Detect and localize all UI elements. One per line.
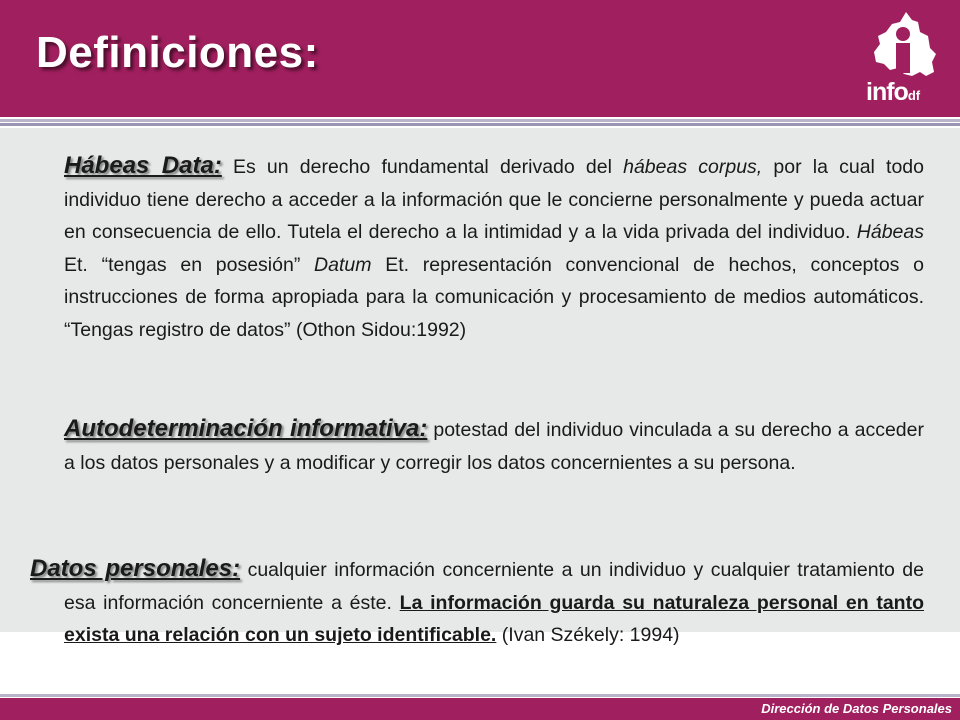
definitions-body xyxy=(0,128,960,698)
term-autodeterminacion: Autodeterminación informativa: xyxy=(64,415,428,442)
logo-dot xyxy=(896,27,910,41)
header-rule xyxy=(0,119,960,122)
term-datos-personales: Datos personales: xyxy=(30,555,241,582)
footer-label: Dirección de Datos Personales xyxy=(761,701,952,716)
term-habeas-data: Hábeas Data: xyxy=(64,152,222,179)
header-rule-secondary xyxy=(0,123,960,126)
logo-wordmark: infodf xyxy=(866,78,921,106)
slide-title: Definiciones: xyxy=(36,28,319,77)
definition-autodeterminacion: Autodeterminación informativa: potestad del individuo vinculada a su derecho a acceder a los datos personales y a modificar y corregir los datos concernientes a su persona. xyxy=(64,415,924,474)
definition-datos-personales xyxy=(30,553,924,652)
definition-habeas-data: Hábeas Data: Es un derecho fundamental derivado del hábeas corpus, por la cual todo individuo tiene derecho a acceder a la información que le concierne personalmente y pueda actuar en consecuencia de ello. Tutela el derecho a la intimidad y a la vida privada del individuo. Hábeas Et. “tengas en posesión” Datum Et. representación convencional de hechos, conceptos o instrucciones de forma apropiada para la comunicación y procesamiento de medios automáticos. “Tengas registro de datos” (Othon Sidou:1992) xyxy=(64,152,924,341)
logo-bar xyxy=(896,43,910,73)
datos-personales-emphasis: La información guarda su naturaleza personal en tanto exista una relación con un sujeto identificable. xyxy=(64,591,924,646)
footer-rule xyxy=(0,694,960,697)
datos-personales-block: Datos personales: cualquier información concerniente a un individuo y cualquier tratamiento de esa información concerniente a éste. La información guarda su naturaleza personal en tanto exista una relación con un sujeto identificable. (Ivan Székely: 1994) xyxy=(30,555,924,646)
